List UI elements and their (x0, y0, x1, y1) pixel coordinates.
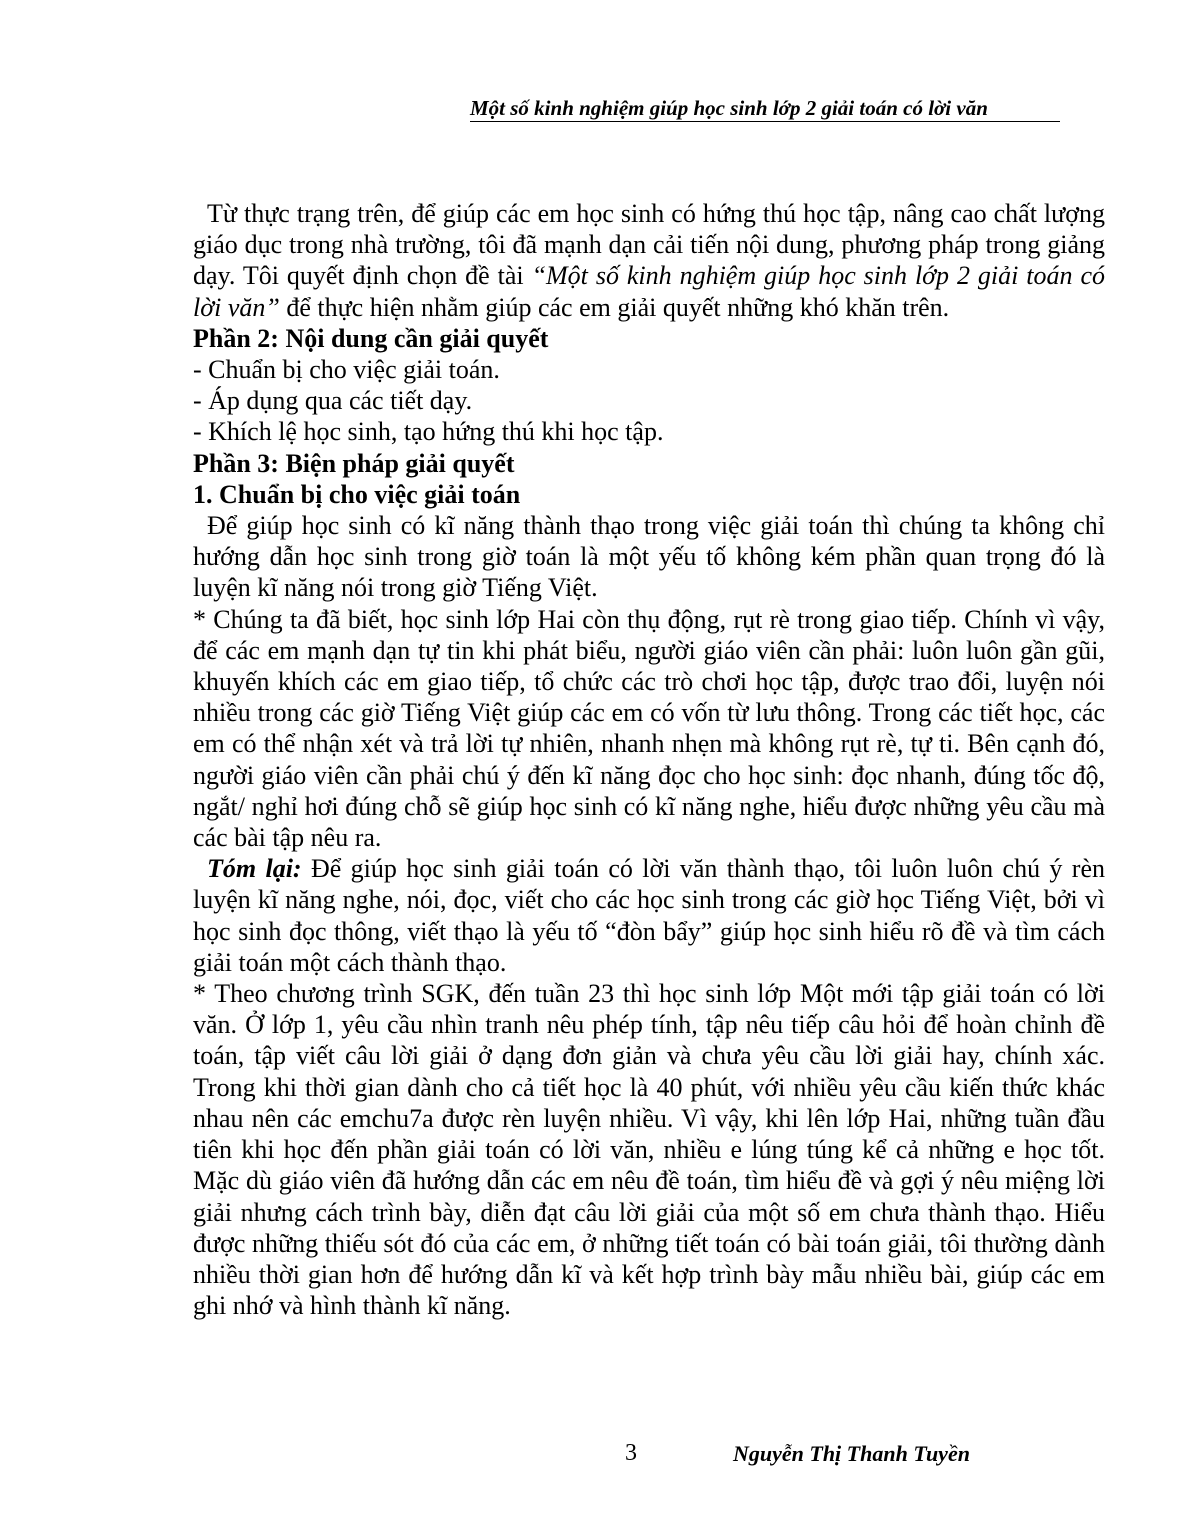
part2-item-1: - Chuẩn bị cho việc giải toán. (193, 355, 500, 385)
paragraph-speaking: * Chúng ta đã biết, học sinh lớp Hai còn thụ động, rụt rè trong giao tiếp. Chính vì vậy, để các em mạnh dạn tự tin khi phát biểu, người giáo viên cần phải: luôn luôn gần gũi, khuyến khích các em giao tiếp, tổ chức các trò chơi học tập, được trao đổi, luyện nói nhiều trong các giờ Tiếng Việt giúp các em có vốn từ lưu thông. Trong các tiết học, các em có thể nhận xét và trả lời tự nhiên, nhanh nhẹn mà không rụt rè, tự ti. Bên cạnh đó, người giáo viên cần phải chú ý đến kĩ năng đọc cho học sinh: đọc nhanh, đúng tốc độ, ngắt/ nghỉ hơi đúng chỗ sẽ giúp học sinh có kĩ năng nghe, hiểu được những yêu cầu mà các bài tập nêu ra. (193, 604, 1105, 853)
summary-text: Để giúp học sinh giải toán có lời văn thành thạo, tôi luôn luôn chú ý rèn luyện kĩ năng nghe, nói, đọc, viết cho các học sinh trong các giờ học Tiếng Việt, bởi vì học sinh đọc thông, viết thạo là yếu tố “đòn bẩy” giúp học sinh hiểu rõ đề và tìm cách giải toán một cách thành thạo. (193, 854, 1106, 977)
running-header: Một số kinh nghiệm giúp học sinh lớp 2 giải toán có lời văn (470, 96, 1060, 122)
summary-label: Tóm lại: (207, 854, 302, 884)
paragraph-curriculum: * Theo chương trình SGK, đến tuần 23 thì học sinh lớp Một mới tập giải toán có lời văn. Ở lớp 1, yêu cầu nhìn tranh nêu phép tính, tập nêu tiếp câu hỏi để hoàn chỉnh đề toán, tập viết câu lời giải ở dạng đơn giản và chưa yêu cầu lời giải hay, chính xác. Trong khi thời gian dành cho cả tiết học là 40 phút, với nhiều yêu cầu kiến thức khác nhau nên các emchu7a được rèn luyện nhiều. Vì vậy, khi lên lớp Hai, những tuần đầu tiên khi học đến phần giải toán có lời văn, nhiều e lúng túng kể cả những e học tốt. Mặc dù giáo viên đã hướng dẫn các em nêu đề toán, tìm hiểu đề và gợi ý nêu miệng lời giải nhưng cách trình bày, diễn đạt câu lời giải của một số em chưa thành thạo. Hiểu được những thiếu sót đó của các em, ở những tiết toán có bài toán giải, tôi thường dành nhiều thời gian hơn để hướng dẫn kĩ và kết hợp trình bày mẫu nhiều bài, giúp các em ghi nhớ và hình thành kĩ năng. (193, 979, 1105, 1321)
author-name: Nguyễn Thị Thanh Tuyền (733, 1441, 970, 1466)
intro-text-end: để thực hiện nhằm giúp các em giải quyết những khó khăn trên. (279, 292, 950, 322)
paragraph-skills: Để giúp học sinh có kĩ năng thành thạo trong việc giải toán thì chúng ta không chỉ hướng dẫn học sinh trong giờ toán là một yếu tố không kém phần quan trọng đó là luyện kĩ năng nói trong giờ Tiếng Việt. (193, 511, 1105, 603)
part3-heading: Phần 3: Biện pháp giải quyết (193, 448, 515, 478)
section-1-heading: 1. Chuẩn bị cho việc giải toán (193, 479, 521, 509)
part2-item-3: - Khích lệ học sinh, tạo hứng thú khi học tập. (193, 417, 664, 447)
topic-title: “Một số kinh nghiệm giúp học sinh lớp 2 giải toán có lời văn” (193, 261, 1105, 322)
page-body (193, 198, 1105, 1321)
intro-text-start: Từ thực trạng trên, để giúp các em học sinh có hứng thú học tập, nâng cao chất lượng giáo dục trong nhà trường, tôi đã mạnh dạn cải tiến nội dung, phương pháp trong giảng dạy. Tôi quyết định chọn đề tài (193, 199, 1105, 291)
page-number: 3 (625, 1440, 637, 1466)
part2-item-2: - Áp dụng qua các tiết dạy. (193, 386, 473, 416)
paragraph-summary (193, 853, 1105, 978)
part2-heading: Phần 2: Nội dung cần giải quyết (193, 323, 549, 353)
intro-paragraph (193, 198, 1105, 323)
